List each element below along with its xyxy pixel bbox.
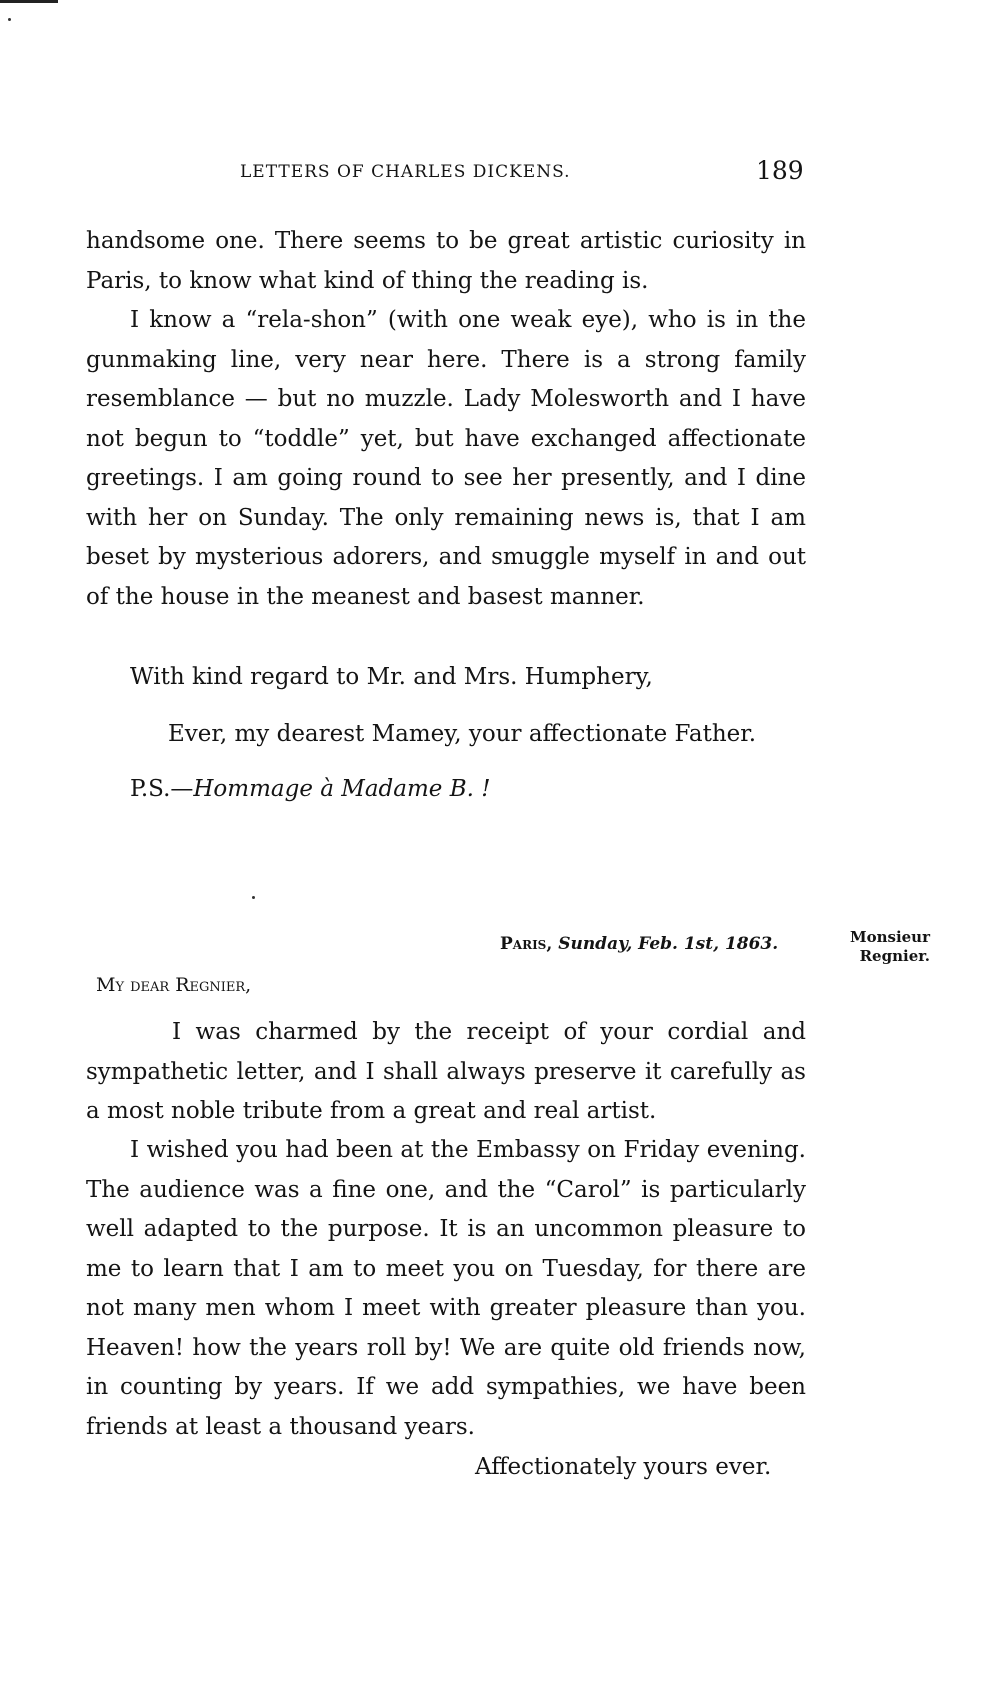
dateline-place: Paris, — [500, 934, 553, 954]
letter1-postscript — [130, 770, 490, 810]
letter2-salutation: My dear Regnier, — [96, 974, 252, 996]
scan-speck — [252, 896, 255, 899]
scan-artifact — [0, 0, 58, 3]
postscript-text: Hommage à Madame B. ! — [193, 776, 491, 802]
scan-speck — [8, 18, 11, 21]
running-title: LETTERS OF CHARLES DICKENS. — [240, 162, 571, 182]
dateline-date: Sunday, Feb. 1st, 1863. — [558, 934, 779, 954]
letter2-dateline — [500, 934, 778, 954]
page-number: 189 — [756, 156, 804, 185]
letter1-closing: Ever, my dearest Mamey, your affectionate Father. — [168, 721, 757, 747]
letter1-paragraph: I know a “rela-shon” (with one weak eye), who is in the gunmaking line, very near here. There is a strong family resemblance — but no muzzle. Lady Molesworth and I have not begun to “toddle” yet, but have exchanged affectionate greetings. I am going round to see her presently, and I dine with her on Sunday. The only remaining news is, that I am beset by mysterious adorers, and smuggle myself in and out of the house in the meanest and basest manner. — [86, 307, 806, 610]
letter1-continuation: handsome one. There seems to be great artistic curiosity in Paris, to know what kind of thing the reading is. — [86, 228, 806, 294]
letter1-regards: With kind regard to Mr. and Mrs. Humphery, — [130, 664, 653, 690]
letter2-paragraph1: I was charmed by the receipt of your cordial and sympathetic letter, and I shall always preserve it carefully as a most noble tribute from a great and real artist. — [86, 1019, 806, 1124]
postscript-label: P.S.— — [130, 776, 194, 802]
margin-sidenote: Monsieur Regnier. — [849, 928, 930, 965]
letter2-closing: Affectionately yours ever. — [475, 1454, 772, 1480]
letter2-paragraph2: I wished you had been at the Embassy on Friday evening. The audience was a fine one, and the “Carol” is particularly well adapted to the purpose. It is an uncommon pleasure to me to learn that I am to meet you on Tuesday, for there are not many men whom I meet with greater pleasure than you. Heaven! how the years roll by! We are quite old friends now, in counting by years. If we add sympathies, we have been friends at least a thousand years. — [86, 1137, 806, 1440]
